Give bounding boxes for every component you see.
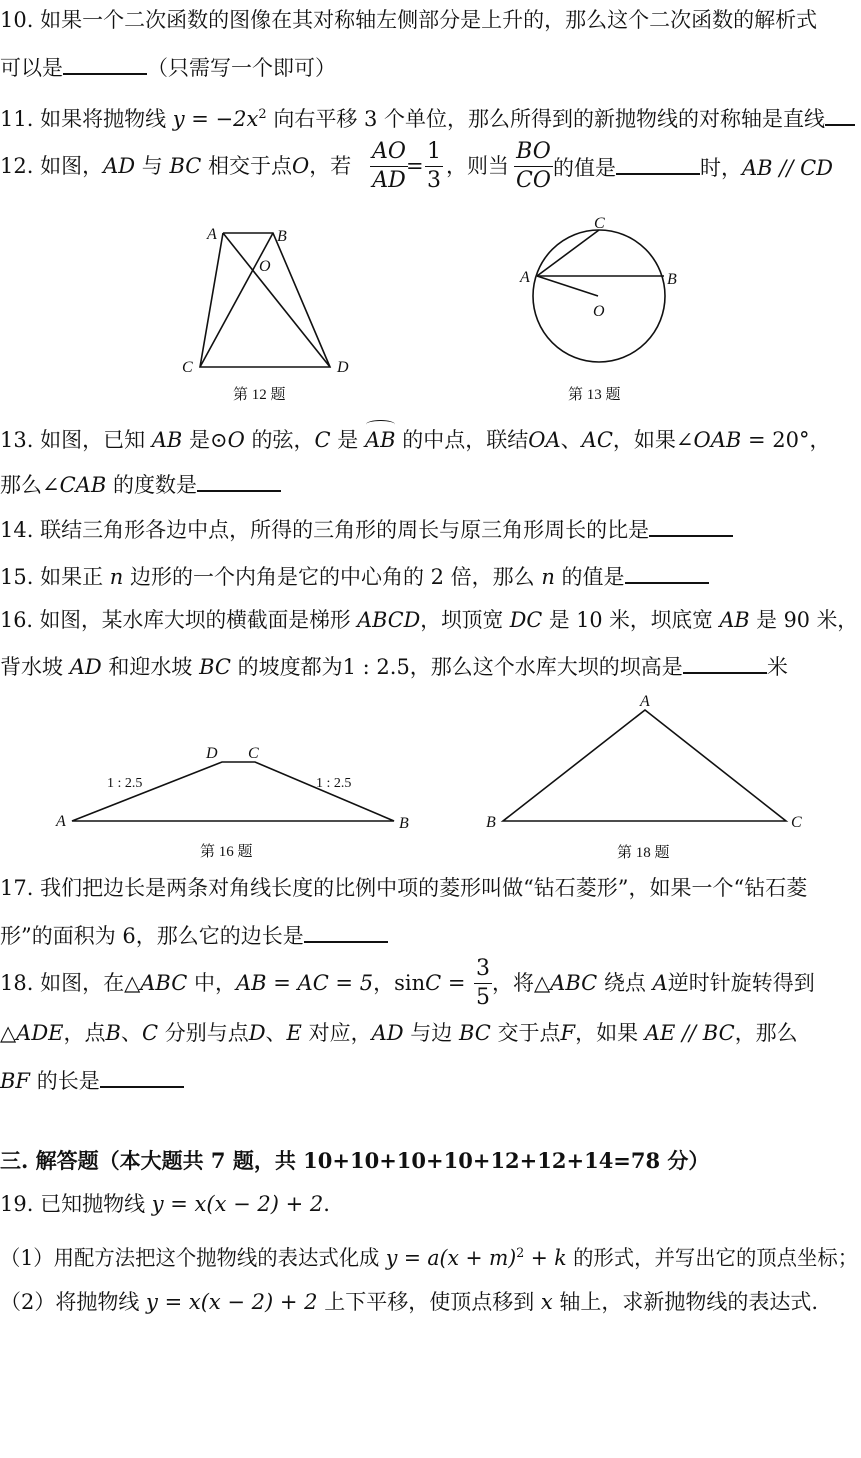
- question-16-line-1: 16. 如图，某水库大坝的横截面是梯形 ABCD，坝顶宽 DC 是 10 米，坝底宽 AB 是 90 米，: [0, 608, 859, 632]
- question-17-line-1: 17. 我们把边长是两条对角线长度的比例中项的菱形叫做“钻石菱形”，如果一个“钻石菱: [0, 876, 808, 900]
- question-18-line-2: △ADE，点B、C 分别与点D、E 对应，AD 与边 BC 交于点F，如果 AE // BC，那么: [0, 1021, 798, 1045]
- label-a: A: [207, 226, 217, 243]
- segment-oa: [537, 276, 598, 296]
- answer-blank-14[interactable]: [649, 513, 733, 537]
- label-b: B: [277, 228, 287, 245]
- caption-18: 第 18 题: [617, 845, 670, 861]
- question-19: 19. 已知抛物线 y = x(x − 2) + 2.: [0, 1192, 330, 1216]
- answer-blank-15[interactable]: [625, 560, 709, 584]
- question-18-line-1a: 18. 如图，在△ABC 中，AB = AC = 5，sinC =: [0, 971, 466, 995]
- label-a: A: [520, 269, 530, 286]
- label-b: B: [399, 815, 409, 832]
- question-19-part-1: （1）用配方法把这个抛物线的表达式化成 $y = a(x + m)^2 + k$ 的形式，并写出它的顶点坐标；: [0, 1246, 859, 1270]
- fraction-ao-ad: $\frac{AO}{AD}$: [372, 139, 406, 193]
- slope-right-label: 1 : 2.5: [316, 776, 352, 791]
- label-d: D: [337, 359, 349, 376]
- question-19-part-2: （2）将抛物线 y = x(x − 2) + 2 上下平移，使顶点移到 x 轴上，求新抛物线的表达式.: [0, 1290, 819, 1314]
- figure-13: [510, 212, 690, 407]
- caption-16: 第 16 题: [200, 844, 253, 860]
- caption-12: 第 12 题: [233, 387, 286, 403]
- label-a: A: [56, 813, 66, 830]
- section-3-title: 三. 解答题（本大题共 7 题，共 10+10+10+10+12+12+14=78 分）: [0, 1148, 710, 1173]
- trapezoid-abcd: [72, 762, 394, 821]
- question-12-mid: ，则当: [446, 154, 509, 178]
- answer-blank-12[interactable]: [616, 151, 700, 175]
- label-o: O: [259, 258, 271, 275]
- answer-blank-18[interactable]: [100, 1064, 184, 1088]
- question-12: 12. 如图，AD 与 BC 相交于点O，若: [0, 154, 352, 178]
- answer-blank-13[interactable]: [197, 468, 281, 492]
- question-13-line-2: 那么∠CAB 的度数是: [0, 468, 281, 498]
- question-10-line-1: 10. 如果一个二次函数的图像在其对称轴左侧部分是上升的，那么这个二次函数的解析式: [0, 8, 818, 32]
- arc-ab: AB: [365, 425, 396, 455]
- figure-12-lines: [200, 233, 330, 367]
- equals-sign: =: [406, 154, 424, 178]
- label-c: C: [182, 359, 193, 376]
- question-18-line-1b: ，将△ABC 绕点 A逆时针旋转得到: [492, 971, 815, 995]
- label-a: A: [640, 693, 650, 710]
- question-12-end: 的值是 时，AB // CD: [553, 151, 833, 181]
- segment-ad: [223, 233, 330, 367]
- question-15: 15. 如果正 n 边形的一个内角是它的中心角的 2 倍，那么 n 的值是: [0, 560, 709, 590]
- question-14: 14. 联结三角形各边中点，所得的三角形的周长与原三角形周长的比是: [0, 513, 733, 543]
- circle-o: [533, 230, 665, 362]
- question-10-line-2: 可以是 （只需写一个即可）: [0, 51, 336, 81]
- slope-left-label: 1 : 2.5: [107, 776, 143, 791]
- question-18-line-3: BF 的长是: [0, 1064, 184, 1094]
- fraction-one-third: $\frac{1}{3}$: [427, 139, 441, 193]
- triangle-abc: [503, 710, 786, 821]
- answer-blank-10[interactable]: [63, 51, 147, 75]
- question-16-line-2: 背水坡 AD 和迎水坡 BC 的坡度都为1 : 2.5，那么这个水库大坝的坝高是 米: [0, 650, 788, 680]
- label-b: B: [486, 814, 496, 831]
- question-13-line-1: 13. 如图，已知 AB 是⊙O 的弦，C 是 AB 的中点，联结OA、AC，如果∠OAB = 20°，: [0, 425, 831, 455]
- figure-12: [175, 215, 355, 405]
- figure-18: [480, 693, 820, 865]
- question-17-line-2: 形”的面积为 6，那么它的边长是: [0, 919, 388, 949]
- label-o: O: [593, 303, 605, 320]
- caption-13: 第 13 题: [568, 387, 621, 403]
- label-d: D: [206, 745, 218, 762]
- answer-blank-11[interactable]: [825, 102, 855, 126]
- label-c: C: [791, 814, 802, 831]
- label-c: C: [594, 215, 605, 232]
- answer-blank-17[interactable]: [304, 919, 388, 943]
- fraction-three-fifths: $\frac{3}{5}$: [476, 956, 490, 1010]
- answer-blank-16[interactable]: [683, 650, 767, 674]
- figure-16: [50, 740, 430, 865]
- question-11: 11. 如果将抛物线 $y = -2x^2$ 向右平移 3 个单位，那么所得到的新抛物线的对称轴是直线: [0, 100, 855, 130]
- label-b: B: [667, 271, 677, 288]
- label-c: C: [248, 745, 259, 762]
- fraction-bo-co: $\frac{BO}{CO}$: [516, 139, 551, 193]
